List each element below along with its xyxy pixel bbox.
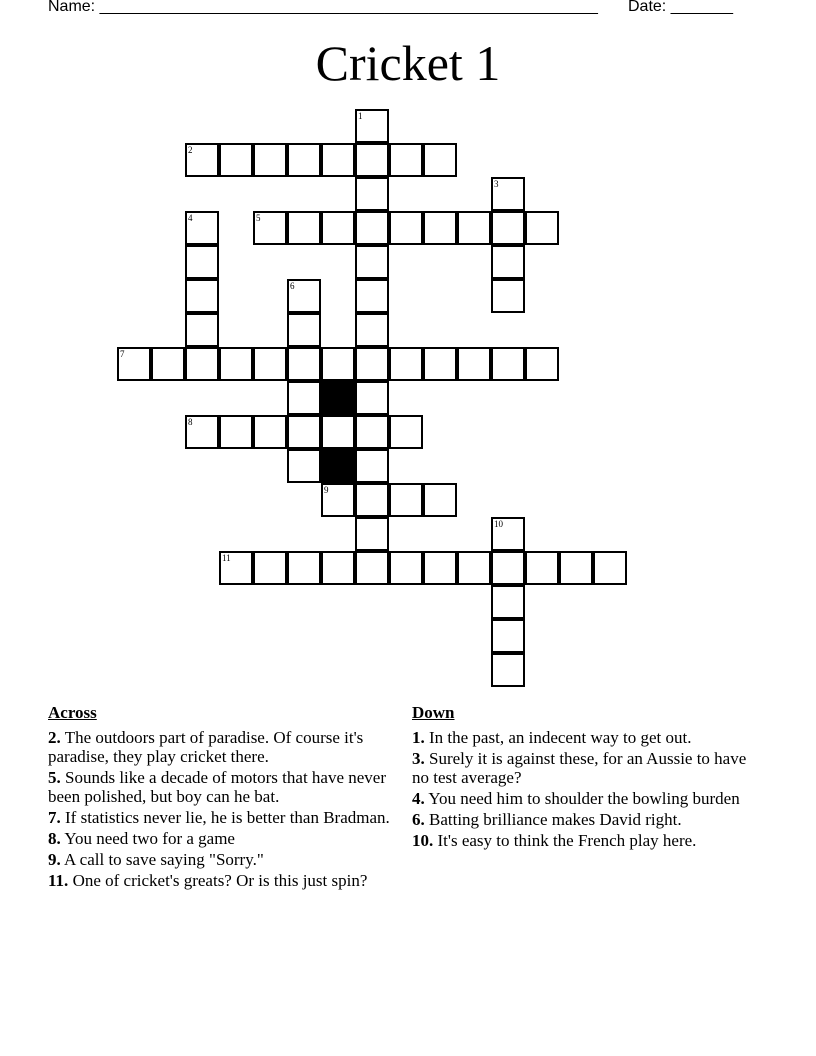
grid-cell[interactable]: [287, 313, 321, 347]
black-cell: [321, 449, 355, 483]
clue-down: [412, 831, 757, 850]
grid-cell[interactable]: [219, 551, 253, 585]
clue-label: 3.: [412, 749, 425, 768]
grid-cell[interactable]: [151, 347, 185, 381]
grid-cell[interactable]: [253, 415, 287, 449]
grid-cell[interactable]: [457, 551, 491, 585]
grid-cell[interactable]: [559, 551, 593, 585]
clue-number: 4: [188, 213, 193, 223]
grid-cell[interactable]: [389, 483, 423, 517]
grid-cell[interactable]: [525, 551, 559, 585]
clue-across: [48, 768, 400, 806]
grid-cell[interactable]: [253, 347, 287, 381]
grid-cell[interactable]: [355, 483, 389, 517]
grid-cell[interactable]: [491, 347, 525, 381]
grid-cell[interactable]: [219, 415, 253, 449]
clue-label: 2.: [48, 728, 61, 747]
grid-cell[interactable]: [389, 415, 423, 449]
grid-cell[interactable]: [253, 143, 287, 177]
clue-label: 11.: [48, 871, 69, 890]
clue-label: 5.: [48, 768, 61, 787]
grid-cell[interactable]: [355, 279, 389, 313]
across-heading: Across: [48, 703, 97, 722]
clue-number: 8: [188, 417, 193, 427]
grid-cell[interactable]: [321, 347, 355, 381]
date-field[interactable]: Date: _______: [628, 0, 733, 15]
clue-down: [412, 789, 757, 808]
grid-cell[interactable]: [321, 211, 355, 245]
clue-text: The outdoors part of paradise. Of course it's paradise, they play cricket there.: [48, 728, 364, 766]
grid-cell[interactable]: [355, 245, 389, 279]
grid-cell[interactable]: [457, 347, 491, 381]
grid-cell[interactable]: [185, 313, 219, 347]
grid-cell[interactable]: [525, 347, 559, 381]
grid-cell[interactable]: [491, 551, 525, 585]
grid-cell[interactable]: [491, 619, 525, 653]
grid-cell[interactable]: [491, 585, 525, 619]
clue-text: It's easy to think the French play here.: [433, 831, 697, 850]
grid-cell[interactable]: [253, 551, 287, 585]
grid-cell[interactable]: [491, 653, 525, 687]
grid-cell[interactable]: [185, 143, 219, 177]
black-cell: [321, 381, 355, 415]
grid-cell[interactable]: [321, 415, 355, 449]
down-clues: [412, 703, 757, 852]
grid-cell[interactable]: [389, 211, 423, 245]
clue-across: [48, 808, 400, 827]
grid-cell[interactable]: [355, 517, 389, 551]
clue-across: [48, 728, 400, 766]
grid-cell[interactable]: [491, 245, 525, 279]
grid-cell[interactable]: [287, 279, 321, 313]
clue-number: 6: [290, 281, 295, 291]
clue-text: If statistics never lie, he is better than Bradman.: [60, 808, 390, 827]
grid-cell[interactable]: [525, 211, 559, 245]
grid-cell[interactable]: [185, 279, 219, 313]
clue-label: 6.: [412, 810, 425, 829]
grid-cell[interactable]: [287, 449, 321, 483]
grid-cell[interactable]: [185, 415, 219, 449]
across-clues: [48, 703, 400, 892]
grid-cell[interactable]: [355, 449, 389, 483]
clue-down: [412, 728, 757, 747]
grid-cell[interactable]: [185, 211, 219, 245]
clue-text: Surely it is against these, for an Aussie to have no test average?: [412, 749, 747, 787]
grid-cell[interactable]: [185, 245, 219, 279]
grid-cell[interactable]: [389, 347, 423, 381]
grid-cell[interactable]: [287, 211, 321, 245]
grid-cell[interactable]: [389, 551, 423, 585]
name-field[interactable]: Name: ________________________________________________________: [48, 0, 598, 15]
clue-number: 3: [494, 179, 499, 189]
page-title: Cricket 1: [315, 35, 501, 91]
grid-cell[interactable]: [253, 211, 287, 245]
clue-label: 9.: [48, 850, 61, 869]
clue-text: A call to save saying "Sorry.": [60, 850, 264, 869]
grid-cell[interactable]: [219, 143, 253, 177]
clue-text: You need two for a game: [60, 829, 235, 848]
clue-text: Sounds like a decade of motors that have never been polished, but boy can he bat.: [48, 768, 387, 806]
grid-cell[interactable]: [287, 551, 321, 585]
clue-number: 7: [120, 349, 125, 359]
clue-text: In the past, an indecent way to get out.: [424, 728, 692, 747]
grid-cell[interactable]: [219, 347, 253, 381]
grid-cell[interactable]: [389, 143, 423, 177]
grid-cell[interactable]: [287, 347, 321, 381]
header: [48, 0, 733, 16]
down-heading: Down: [412, 703, 455, 722]
clue-label: 10.: [412, 831, 434, 850]
grid-cell[interactable]: [321, 143, 355, 177]
clue-label: 1.: [412, 728, 425, 747]
grid-cell[interactable]: [423, 347, 457, 381]
grid-cell[interactable]: [491, 517, 525, 551]
clue-number: 5: [256, 213, 261, 223]
clue-across: [48, 871, 400, 890]
clue-number: 11: [222, 553, 231, 563]
grid-cell[interactable]: [117, 347, 151, 381]
grid-cell[interactable]: [491, 279, 525, 313]
grid-cell[interactable]: [355, 347, 389, 381]
grid-cell[interactable]: [423, 551, 457, 585]
grid-cell[interactable]: [355, 381, 389, 415]
clue-text: One of cricket's greats? Or is this just spin?: [68, 871, 368, 890]
clue-label: 8.: [48, 829, 61, 848]
grid-cell[interactable]: [355, 415, 389, 449]
clue-number: 2: [188, 145, 193, 155]
grid-cell[interactable]: [491, 211, 525, 245]
clue-label: 7.: [48, 808, 61, 827]
grid-cell[interactable]: [321, 483, 355, 517]
grid-cell[interactable]: [457, 211, 491, 245]
grid-cell[interactable]: [423, 143, 457, 177]
clue-down: [412, 810, 757, 829]
grid-cell[interactable]: [287, 415, 321, 449]
clue-number: 1: [358, 111, 363, 121]
grid-cell[interactable]: [593, 551, 627, 585]
clue-text: Batting brilliance makes David right.: [424, 810, 682, 829]
clue-down: [412, 749, 757, 787]
grid-cell[interactable]: [355, 109, 389, 143]
grid-cell[interactable]: [321, 551, 355, 585]
clue-number: 10: [494, 519, 503, 529]
grid-cell[interactable]: [355, 143, 389, 177]
grid-cell[interactable]: [355, 177, 389, 211]
clue-text: You need him to shoulder the bowling burden: [424, 789, 740, 808]
grid-cell[interactable]: [287, 143, 321, 177]
clue-across: [48, 850, 400, 869]
grid-cell[interactable]: [185, 347, 219, 381]
grid-cell[interactable]: [423, 483, 457, 517]
grid-cell[interactable]: [355, 551, 389, 585]
grid-cell[interactable]: [287, 381, 321, 415]
grid-cell[interactable]: [355, 211, 389, 245]
clue-label: 4.: [412, 789, 425, 808]
clue-number: 9: [324, 485, 329, 495]
clue-across: [48, 829, 400, 848]
grid-cell[interactable]: [491, 177, 525, 211]
grid-cell[interactable]: [355, 313, 389, 347]
grid-cell[interactable]: [423, 211, 457, 245]
